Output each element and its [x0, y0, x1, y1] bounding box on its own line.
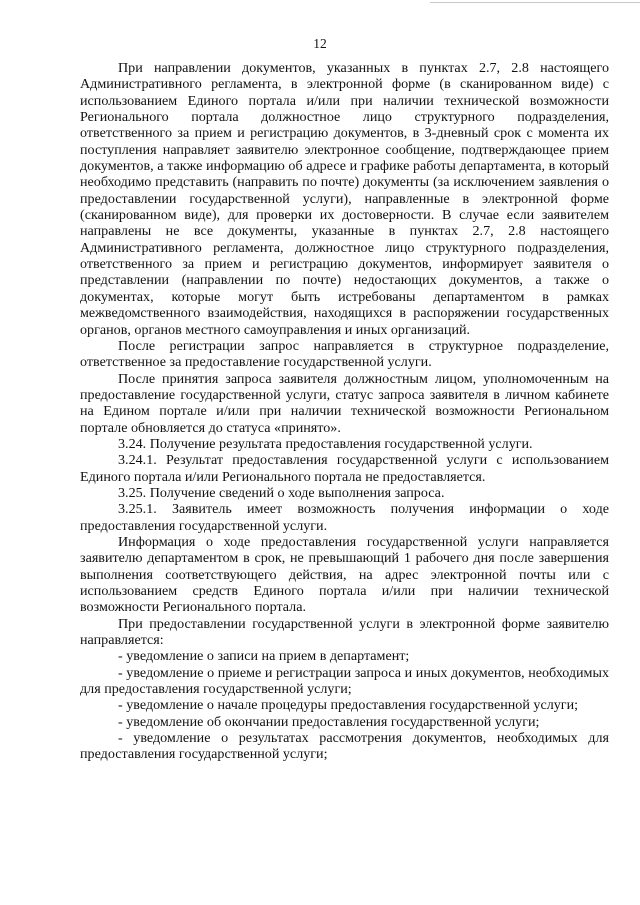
- list-item: - уведомление о начале процедуры предоставления государственной услуги;: [118, 697, 579, 714]
- document-body: [80, 60, 609, 763]
- paragraph: 3.24.1. Результат предоставления государственной услуги с использованием Единого портала и/или Регионального портала не предоставляется.: [80, 452, 609, 485]
- section-heading: 3.24. Получение результата предоставления государственной услуги.: [118, 435, 533, 452]
- paragraph: 3.25.1. Заявитель имеет возможность получения информации о ходе предоставления государственной услуги.: [80, 501, 609, 534]
- list-item: - уведомление о приеме и регистрации запроса и иных документов, необходимых для предоставления государственной услуги;: [80, 664, 609, 698]
- scan-edge-line: [430, 2, 640, 3]
- paragraph: После регистрации запрос направляется в структурное подразделение, ответственное за предоставление государственной услуги.: [80, 337, 609, 371]
- list-item: - уведомление о записи на прием в департамент;: [118, 648, 410, 665]
- list-item: - уведомление об окончании предоставления государственной услуги;: [118, 713, 540, 730]
- paragraph: После принятия запроса заявителя должностным лицом, уполномоченным на предоставление государственной услуги, статус запроса заявителя в личном кабинете на Едином портале и/или при наличии технической возможности Региональном портале обновляется до статуса «принято».: [80, 370, 609, 436]
- page-number: 12: [313, 36, 327, 51]
- paragraph: При предоставлении государственной услуги в электронной форме заявителю направляется:: [80, 615, 609, 649]
- section-heading: 3.25. Получение сведений о ходе выполнения запроса.: [118, 484, 445, 501]
- list-item: - уведомление о результатах рассмотрения документов, необходимых для предоставления государственной услуги;: [80, 730, 609, 763]
- paragraph: При направлении документов, указанных в пунктах 2.7, 2.8 настоящего Административного регламента, в электронной форме (в сканированном виде) с использованием Единого портала и/или при наличии технической возможности Регионального портала должностное лицо структурного подразделения, ответственного за прием и регистрацию документов, в 3-дневный срок с момента их поступления направляет заявителю электронное сообщение, подтверждающее прием документов, а также информацию об адресе и графике работы департамента, в который необходимо представить (направить по почте) документы (за исключением заявления о предоставлении государственной услуги), направленные в электронной форме (сканированном виде), для проверки их достоверности. В случае если заявителем направлены не все документы, указанные в пунктах 2.7, 2.8 настоящего Административного регламента, должностное лицо структурного подразделения, ответственного за прием и регистрацию документов, информирует заявителя о представлении (направлении по почте) недостающих документов, а также о документах, которые могут быть истребованы департаментом в рамках межведомственного взаимодействия, находящихся в распоряжении государственных органов, органов местного самоуправления и иных организаций.: [80, 60, 609, 338]
- paragraph: Информация о ходе предоставления государственной услуги направляется заявителю департаментом в срок, не превышающий 1 рабочего дня после завершения выполнения соответствующего действия, на адрес электронной почты или с использованием средств Единого портала и/или при наличии технической возможности Регионального портала.: [80, 533, 609, 616]
